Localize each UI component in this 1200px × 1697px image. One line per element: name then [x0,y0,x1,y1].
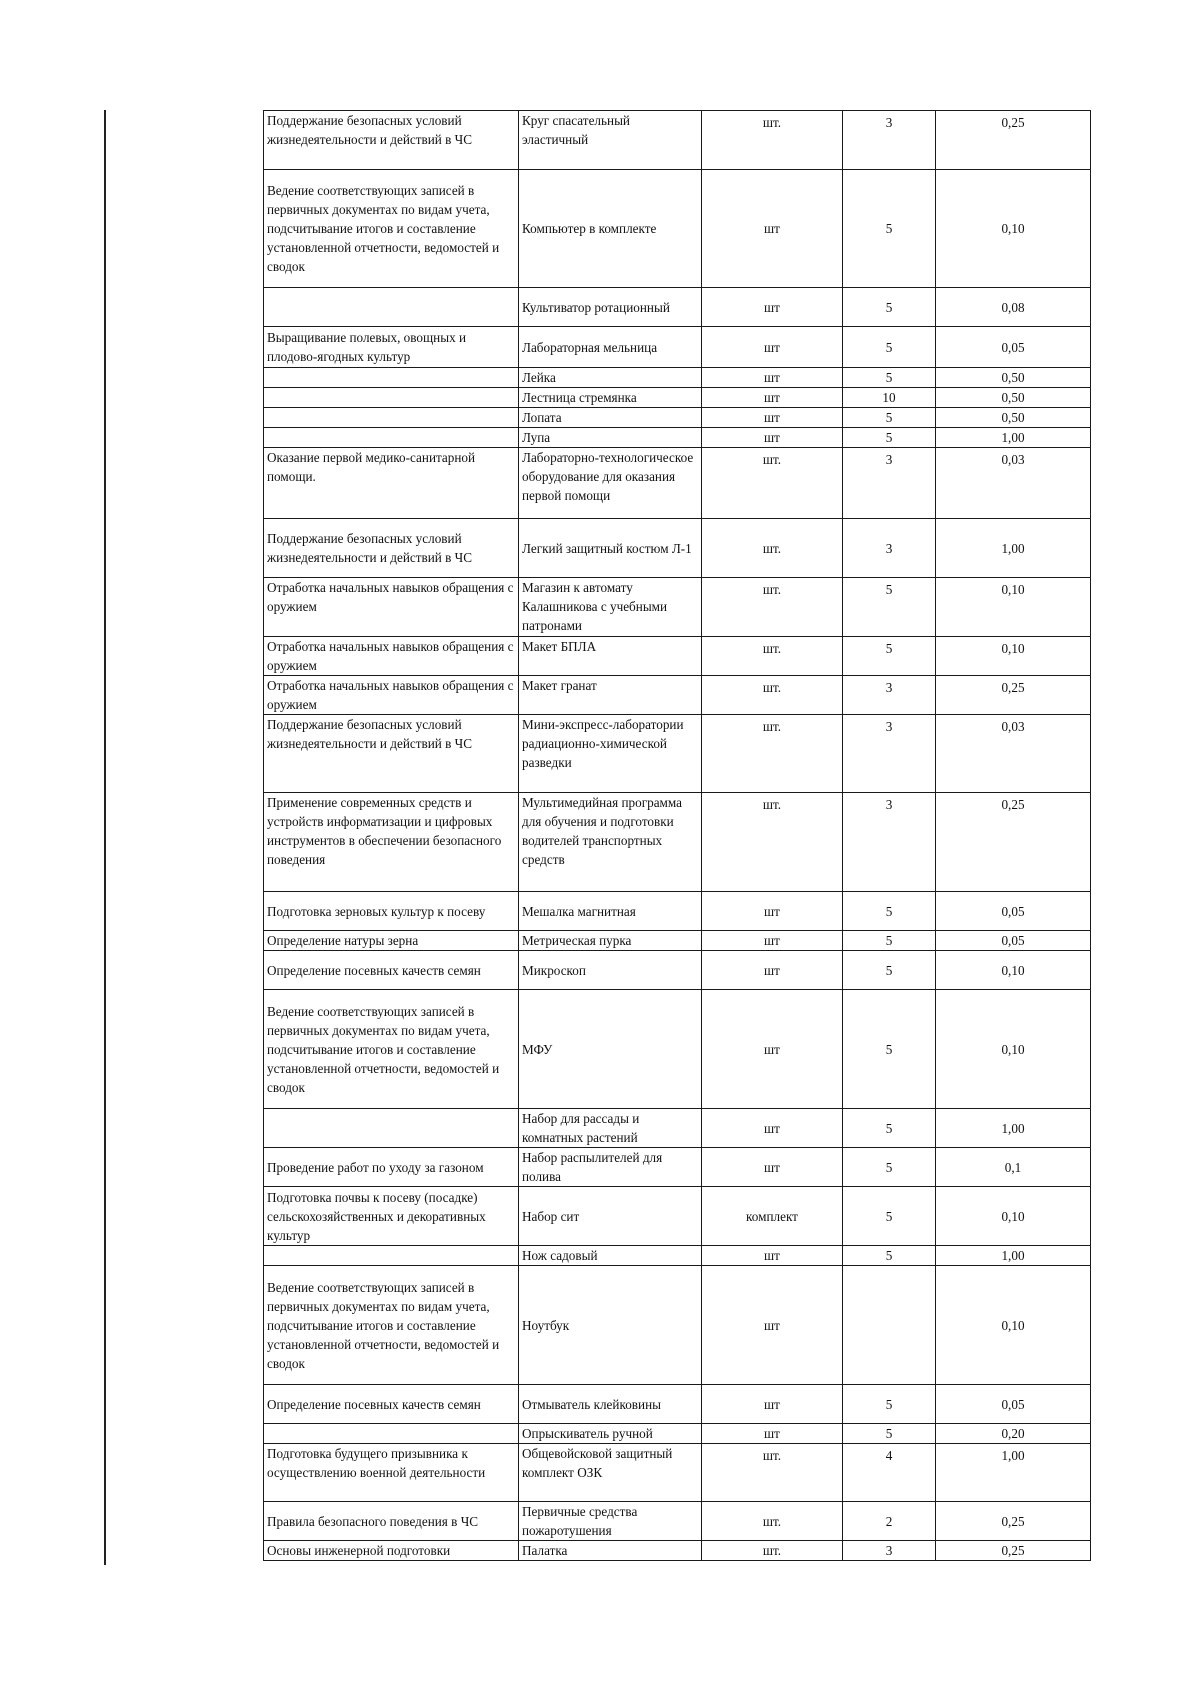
table-row [264,951,1091,990]
item-name-cell: Магазин к автомату Калашникова с учебными патронами [519,578,702,637]
quantity-cell: 5 [843,288,936,327]
item-name-cell: Отмыватель клейковины [519,1385,702,1424]
table-row [264,931,1091,951]
table-row [264,448,1091,519]
table-row [264,1424,1091,1444]
unit-cell: комплект [702,1187,843,1246]
quantity-cell: 5 [843,578,936,637]
norm-cell: 0,05 [936,327,1091,368]
norm-cell: 0,50 [936,368,1091,388]
table-row [264,288,1091,327]
unit-cell: шт [702,1109,843,1148]
item-name-cell: Макет гранат [519,676,702,715]
norm-cell: 0,25 [936,676,1091,715]
norm-cell: 0,1 [936,1148,1091,1187]
quantity-cell: 10 [843,388,936,408]
table-row [264,1541,1091,1561]
table-row [264,368,1091,388]
unit-cell: шт [702,428,843,448]
quantity-cell: 5 [843,990,936,1109]
table-row [264,1109,1091,1148]
norm-cell: 0,05 [936,1385,1091,1424]
table-row [264,990,1091,1109]
quantity-cell: 5 [843,1148,936,1187]
item-name-cell: Набор сит [519,1187,702,1246]
unit-cell: шт. [702,1444,843,1502]
norm-cell: 0,03 [936,448,1091,519]
table-row [264,1502,1091,1541]
activity-cell: Определение посевных качеств семян [264,951,519,990]
activity-cell [264,1109,519,1148]
norm-cell: 1,00 [936,1444,1091,1502]
table-row [264,408,1091,428]
item-name-cell: Опрыскиватель ручной [519,1424,702,1444]
activity-cell: Поддержание безопасных условий жизнедеятельности и действий в ЧС [264,111,519,170]
quantity-cell: 5 [843,327,936,368]
activity-cell: Отработка начальных навыков обращения с оружием [264,578,519,637]
item-name-cell: Лестница стремянка [519,388,702,408]
activity-cell: Ведение соответствующих записей в первичных документах по видам учета, подсчитывание итогов и составление установленной отчетности, ведомостей и сводок [264,170,519,288]
activity-cell: Определение натуры зерна [264,931,519,951]
quantity-cell: 3 [843,793,936,892]
unit-cell: шт [702,1246,843,1266]
activity-cell [264,428,519,448]
quantity-cell: 5 [843,1187,936,1246]
item-name-cell: Метрическая пурка [519,931,702,951]
norm-cell: 0,20 [936,1424,1091,1444]
quantity-cell: 3 [843,111,936,170]
item-name-cell: Общевойсковой защитный комплект ОЗК [519,1444,702,1502]
unit-cell: шт. [702,1541,843,1561]
activity-cell [264,1246,519,1266]
activity-cell: Ведение соответствующих записей в первичных документах по видам учета, подсчитывание итогов и составление установленной отчетности, ведомостей и сводок [264,1266,519,1385]
norm-cell: 1,00 [936,428,1091,448]
norm-cell: 0,50 [936,408,1091,428]
quantity-cell: 3 [843,715,936,793]
norm-cell: 0,08 [936,288,1091,327]
quantity-cell: 5 [843,892,936,931]
item-name-cell: МФУ [519,990,702,1109]
quantity-cell: 5 [843,170,936,288]
norm-cell: 0,10 [936,1266,1091,1385]
norm-cell: 0,25 [936,111,1091,170]
norm-cell: 0,10 [936,951,1091,990]
activity-cell: Отработка начальных навыков обращения с оружием [264,637,519,676]
activity-cell [264,368,519,388]
quantity-cell: 5 [843,1424,936,1444]
quantity-cell: 3 [843,519,936,578]
activity-cell [264,408,519,428]
unit-cell: шт [702,327,843,368]
unit-cell: шт [702,1385,843,1424]
table-row [264,1266,1091,1385]
activity-cell: Поддержание безопасных условий жизнедеятельности и действий в ЧС [264,715,519,793]
norm-cell: 0,03 [936,715,1091,793]
item-name-cell: Макет БПЛА [519,637,702,676]
quantity-cell: 3 [843,1541,936,1561]
activity-cell [264,288,519,327]
quantity-cell: 5 [843,931,936,951]
item-name-cell: Лабораторная мельница [519,327,702,368]
table-row [264,327,1091,368]
equipment-table-body [264,111,1091,1561]
table-row [264,578,1091,637]
item-name-cell: Культиватор ротационный [519,288,702,327]
item-name-cell: Лупа [519,428,702,448]
item-name-cell: Легкий защитный костюм Л-1 [519,519,702,578]
activity-cell: Выращивание полевых, овощных и плодово-ягодных культур [264,327,519,368]
activity-cell: Применение современных средств и устройств информатизации и цифровых инструментов в обеспечении безопасного поведения [264,793,519,892]
item-name-cell: Мультимедийная программа для обучения и подготовки водителей транспортных средств [519,793,702,892]
table-row [264,1187,1091,1246]
unit-cell: шт [702,1424,843,1444]
unit-cell: шт [702,368,843,388]
unit-cell: шт [702,951,843,990]
item-name-cell: Микроскоп [519,951,702,990]
activity-cell: Правила безопасного поведения в ЧС [264,1502,519,1541]
unit-cell: шт. [702,637,843,676]
unit-cell: шт [702,408,843,428]
left-margin-line [104,110,106,1565]
table-row [264,715,1091,793]
activity-cell: Проведение работ по уходу за газоном [264,1148,519,1187]
activity-cell: Определение посевных качеств семян [264,1385,519,1424]
norm-cell: 0,25 [936,1502,1091,1541]
table-row [264,170,1091,288]
quantity-cell: 5 [843,1109,936,1148]
quantity-cell: 5 [843,637,936,676]
quantity-cell: 3 [843,676,936,715]
table-row [264,519,1091,578]
unit-cell: шт [702,388,843,408]
unit-cell: шт [702,288,843,327]
item-name-cell: Лабораторно-технологическое оборудование для оказания первой помощи [519,448,702,519]
unit-cell: шт [702,990,843,1109]
quantity-cell: 5 [843,951,936,990]
activity-cell: Поддержание безопасных условий жизнедеятельности и действий в ЧС [264,519,519,578]
quantity-cell: 5 [843,1246,936,1266]
item-name-cell: Ноутбук [519,1266,702,1385]
equipment-table [263,110,1091,1561]
unit-cell: шт. [702,448,843,519]
quantity-cell: 3 [843,448,936,519]
table-row [264,892,1091,931]
item-name-cell: Палатка [519,1541,702,1561]
norm-cell: 0,50 [936,388,1091,408]
table-row [264,637,1091,676]
table-row [264,1246,1091,1266]
table-row [264,1444,1091,1502]
norm-cell: 0,05 [936,931,1091,951]
quantity-cell: 5 [843,368,936,388]
norm-cell: 1,00 [936,1109,1091,1148]
unit-cell: шт [702,931,843,951]
norm-cell: 0,05 [936,892,1091,931]
unit-cell: шт [702,1148,843,1187]
table-row [264,1148,1091,1187]
norm-cell: 1,00 [936,1246,1091,1266]
activity-cell: Оказание первой медико-санитарной помощи. [264,448,519,519]
item-name-cell: Мешалка магнитная [519,892,702,931]
norm-cell: 0,25 [936,793,1091,892]
activity-cell [264,1424,519,1444]
table-row [264,388,1091,408]
item-name-cell: Лопата [519,408,702,428]
quantity-cell: 5 [843,408,936,428]
norm-cell: 0,10 [936,578,1091,637]
quantity-cell: 5 [843,1385,936,1424]
activity-cell: Подготовка зерновых культур к посеву [264,892,519,931]
activity-cell: Отработка начальных навыков обращения с оружием [264,676,519,715]
activity-cell: Подготовка будущего призывника к осуществлению военной деятельности [264,1444,519,1502]
unit-cell: шт. [702,519,843,578]
table-row [264,1385,1091,1424]
quantity-cell [843,1266,936,1385]
table-row [264,793,1091,892]
table-row [264,111,1091,170]
norm-cell: 0,10 [936,170,1091,288]
item-name-cell: Набор распылителей для полива [519,1148,702,1187]
unit-cell: шт. [702,1502,843,1541]
unit-cell: шт. [702,676,843,715]
table-row [264,676,1091,715]
norm-cell: 1,00 [936,519,1091,578]
norm-cell: 0,25 [936,1541,1091,1561]
item-name-cell: Набор для рассады и комнатных растений [519,1109,702,1148]
norm-cell: 0,10 [936,990,1091,1109]
unit-cell: шт [702,1266,843,1385]
quantity-cell: 4 [843,1444,936,1502]
unit-cell: шт [702,170,843,288]
unit-cell: шт. [702,578,843,637]
item-name-cell: Первичные средства пожаротушения [519,1502,702,1541]
quantity-cell: 5 [843,428,936,448]
item-name-cell: Круг спасательный эластичный [519,111,702,170]
item-name-cell: Нож садовый [519,1246,702,1266]
unit-cell: шт. [702,793,843,892]
activity-cell [264,388,519,408]
item-name-cell: Мини-экспресс-лаборатории радиационно-химической разведки [519,715,702,793]
unit-cell: шт. [702,111,843,170]
norm-cell: 0,10 [936,637,1091,676]
unit-cell: шт [702,892,843,931]
activity-cell: Подготовка почвы к посеву (посадке) сельскохозяйственных и декоративных культур [264,1187,519,1246]
item-name-cell: Лейка [519,368,702,388]
quantity-cell: 2 [843,1502,936,1541]
norm-cell: 0,10 [936,1187,1091,1246]
table-row [264,428,1091,448]
activity-cell: Ведение соответствующих записей в первичных документах по видам учета, подсчитывание итогов и составление установленной отчетности, ведомостей и сводок [264,990,519,1109]
activity-cell: Основы инженерной подготовки [264,1541,519,1561]
item-name-cell: Компьютер в комплекте [519,170,702,288]
unit-cell: шт. [702,715,843,793]
